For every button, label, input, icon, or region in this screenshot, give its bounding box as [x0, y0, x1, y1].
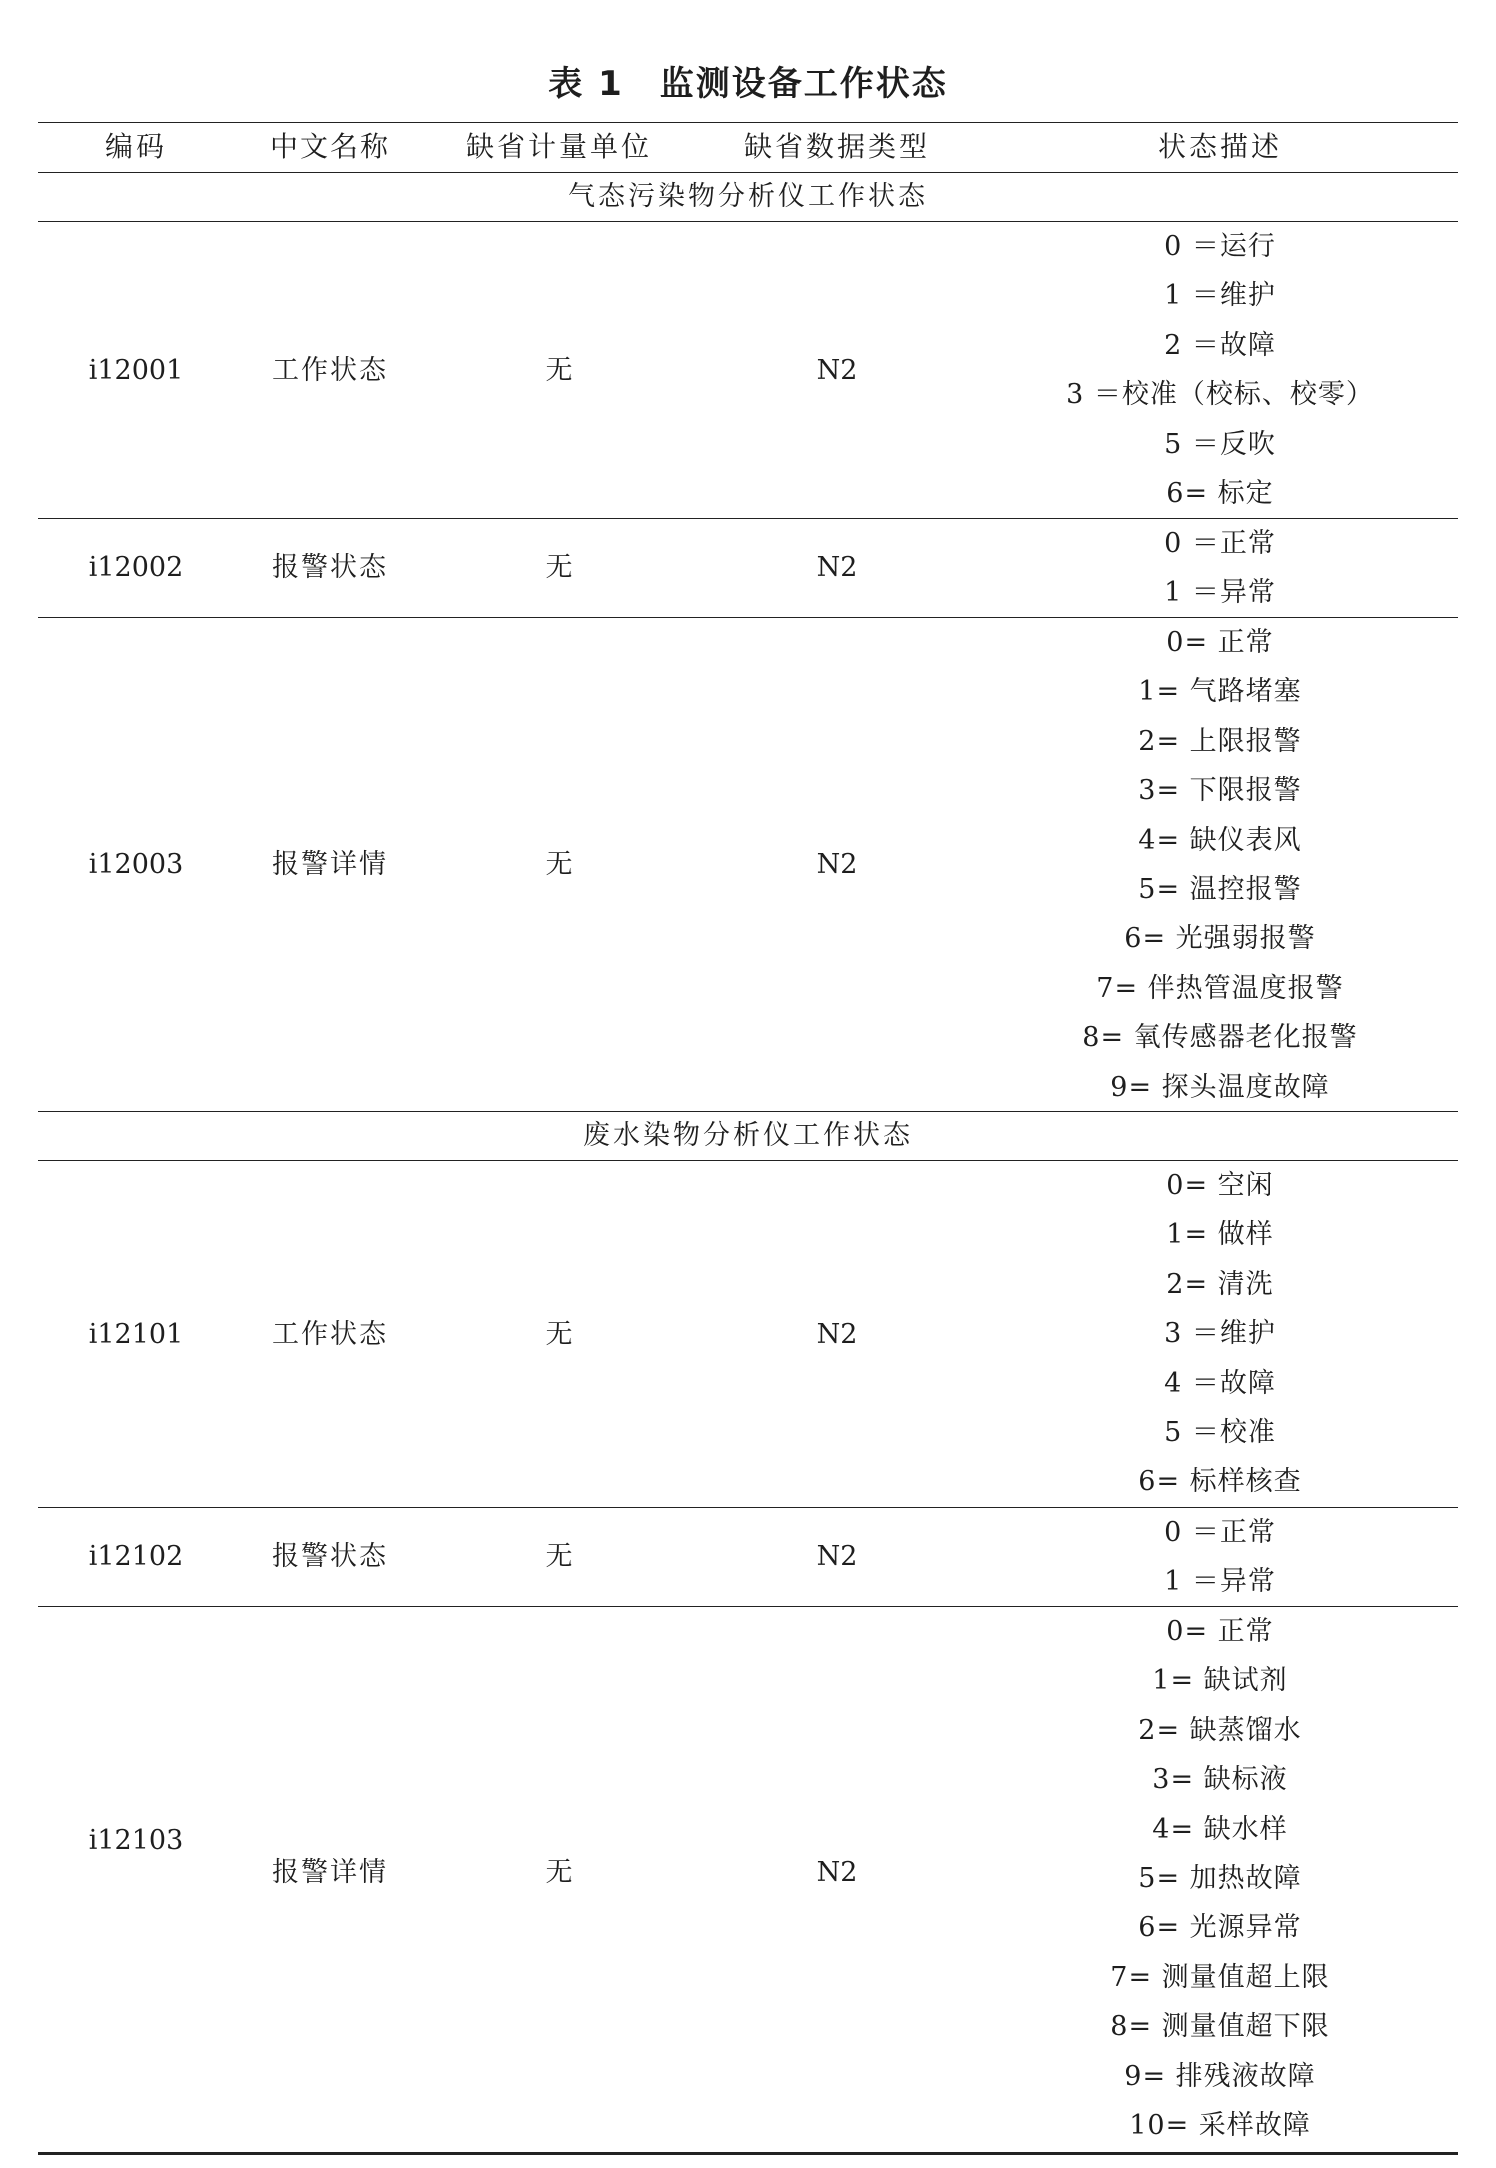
- status-line: 4= 缺仪表风: [1138, 824, 1302, 856]
- row-description: [982, 1607, 1458, 2150]
- row-unit: 无: [545, 1319, 573, 1350]
- status-line: 5 ＝反吹: [1164, 428, 1276, 460]
- row-type: N2: [816, 849, 858, 880]
- status-line: 9= 排残液故障: [1124, 2060, 1316, 2092]
- status-line: 6= 标样核查: [1138, 1466, 1302, 1498]
- row-description: [982, 519, 1458, 618]
- status-line: 2= 清洗: [1166, 1268, 1274, 1300]
- status-line: 5= 加热故障: [1138, 1862, 1302, 1894]
- row-type: N2: [816, 355, 858, 386]
- status-line: 7= 伴热管温度报警: [1096, 972, 1344, 1004]
- row-type: N2: [816, 552, 858, 583]
- status-line: 0= 正常: [1166, 627, 1274, 658]
- row-type: N2: [816, 1857, 858, 1888]
- status-line: 10= 采样故障: [1129, 2109, 1311, 2141]
- status-line: 5 ＝校准: [1164, 1416, 1276, 1448]
- row-name: 报警状态: [272, 1541, 388, 1572]
- row-description: [982, 1508, 1458, 1607]
- header-name: 中文名称: [269, 130, 390, 163]
- row-code: i12101: [88, 1319, 184, 1350]
- table-title: 表 1 监测设备工作状态: [548, 64, 948, 104]
- header-unit: 缺省计量单位: [465, 130, 652, 163]
- status-line: 5= 温控报警: [1138, 873, 1302, 905]
- status-line: 1= 缺试剂: [1152, 1665, 1288, 1697]
- status-line: 7= 测量值超上限: [1110, 1961, 1330, 1993]
- row-name: 报警状态: [272, 552, 388, 583]
- header-code: 编码: [104, 130, 167, 163]
- row-name: 工作状态: [272, 355, 388, 386]
- row-name: 工作状态: [272, 1319, 388, 1350]
- status-line: 2= 上限报警: [1138, 725, 1302, 757]
- row-description: [982, 1161, 1458, 1507]
- row-code: i12002: [88, 552, 184, 583]
- row-rule: [38, 1111, 1458, 1112]
- status-line: 1 ＝异常: [1164, 1566, 1276, 1598]
- status-line: 2= 缺蒸馏水: [1138, 1714, 1302, 1746]
- status-line: 8= 测量值超下限: [1110, 2011, 1330, 2043]
- bottom-rule: [38, 2152, 1458, 2155]
- status-line: 1= 做样: [1166, 1219, 1274, 1251]
- status-line: 6= 光强弱报警: [1124, 923, 1316, 955]
- status-line: 0= 正常: [1166, 1616, 1274, 1647]
- row-unit: 无: [545, 1857, 573, 1888]
- row-unit: 无: [545, 849, 573, 880]
- status-line: 0 ＝正常: [1164, 1517, 1276, 1548]
- row-name: 报警详情: [272, 849, 388, 880]
- header-type: 缺省数据类型: [743, 130, 930, 163]
- row-code: i12001: [88, 355, 184, 386]
- row-description: [982, 618, 1458, 1112]
- row-code: i12003: [88, 849, 184, 880]
- status-line: 1= 气路堵塞: [1138, 676, 1302, 708]
- status-line: 3= 缺标液: [1152, 1764, 1288, 1796]
- row-unit: 无: [545, 1541, 573, 1572]
- status-line: 3= 下限报警: [1138, 775, 1302, 807]
- status-line: 9= 探头温度故障: [1110, 1071, 1330, 1103]
- status-line: 0 ＝正常: [1164, 528, 1276, 559]
- status-line: 4 ＝故障: [1164, 1367, 1276, 1399]
- status-line: 3 ＝校准（校标、校零）: [1066, 379, 1374, 411]
- status-line: 0= 空闲: [1166, 1170, 1274, 1201]
- status-line: 6= 标定: [1166, 477, 1274, 509]
- row-type: N2: [816, 1541, 858, 1572]
- section-title-gas: 气态污染物分析仪工作状态: [568, 181, 928, 212]
- status-line: 6= 光源异常: [1138, 1912, 1302, 1944]
- status-line: 1 ＝维护: [1164, 280, 1276, 312]
- header-description: 状态描述: [1157, 130, 1282, 163]
- row-unit: 无: [545, 552, 573, 583]
- top-rule: [38, 122, 1458, 123]
- row-type: N2: [816, 1319, 858, 1350]
- section-title-water: 废水染物分析仪工作状态: [583, 1120, 913, 1151]
- row-name: 报警详情: [272, 1857, 388, 1888]
- status-line: 4= 缺水样: [1152, 1813, 1288, 1845]
- row-unit: 无: [545, 355, 573, 386]
- row-description: [982, 222, 1458, 518]
- status-line: 8= 氧传感器老化报警: [1082, 1022, 1358, 1054]
- status-line: 0 ＝运行: [1164, 231, 1276, 262]
- header-rule: [38, 172, 1458, 173]
- status-line: 2 ＝故障: [1164, 329, 1276, 361]
- row-code: i12103: [88, 1825, 184, 1856]
- row-code: i12102: [88, 1541, 184, 1572]
- status-line: 1 ＝异常: [1164, 577, 1276, 609]
- status-line: 3 ＝维护: [1164, 1318, 1276, 1350]
